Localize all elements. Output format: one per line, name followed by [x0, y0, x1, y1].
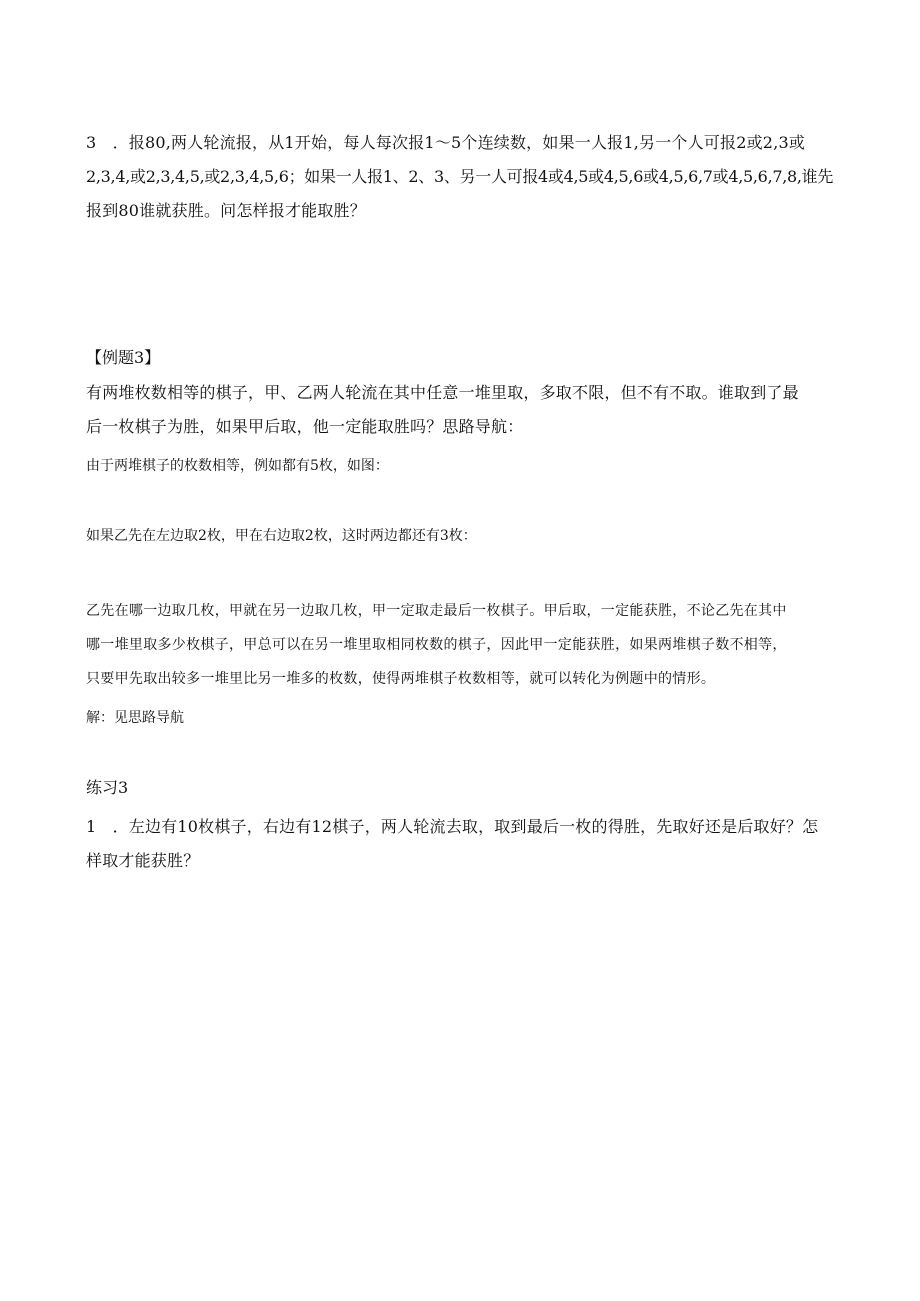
exercise-3-heading — [86, 774, 838, 802]
example-3-note-2-text: 如果乙先在左边取2枚，甲在右边取2枚，这时两边都还有3枚： — [86, 528, 477, 544]
problem-3-line-2: 2,3,4,或2,3,4,5,或2,3,4,5,6；如果一人报1、2、3、另一人可报4或4,5或4,5,6或4,5,6,7或4,5,6,7,8,谁先 — [86, 167, 834, 186]
problem-3 — [86, 126, 838, 228]
example-3-explanation-line-1: 乙先在哪一边取几枚，甲就在另一边取几枚，甲一定取走最后一枚棋子。甲后取，一定能获胜，不论乙先在其中 — [86, 603, 787, 619]
problem-3-line-3: 报到80谁就获胜。问怎样报才能取胜？ — [86, 201, 366, 220]
example-3-question — [86, 376, 838, 444]
example-3-note-2 — [86, 522, 838, 550]
example-3-question-line-1: 有两堆枚数相等的棋子，甲、乙两人轮流在其中任意一堆里取，多取不限，但不有不取。谁取到了最 — [86, 383, 799, 402]
example-3-note-1-text: 由于两堆棋子的枚数相等，例如都有5枚，如图： — [86, 458, 389, 474]
example-3-heading-text: 【例题3】 — [86, 348, 161, 367]
example-3-solution — [86, 704, 838, 732]
exercise-3-line-1: 1 ．左边有10枚棋子，右边有12棋子，两人轮流去取，取到最后一枚的得胜，先取好还是后取好？怎 — [86, 817, 819, 836]
example-3-explanation-line-2: 哪一堆里取多少枚棋子，甲总可以在另一堆里取相同枚数的棋子，因此甲一定能获胜，如果两堆棋子数不相等， — [86, 637, 787, 653]
example-3-solution-text: 解：见思路导航 — [86, 710, 184, 726]
exercise-3-question — [86, 810, 838, 878]
example-3-explanation-line-3: 只要甲先取出较多一堆里比另一堆多的枚数，使得两堆棋子枚数相等，就可以转化为例题中的情形。 — [86, 671, 716, 687]
problem-3-line-1: 3 ．报80,两人轮流报，从1开始，每人每次报1～5个连续数，如果一人报1,另一个人可报2或2,3或 — [86, 133, 806, 152]
exercise-3-heading-text: 练习3 — [86, 778, 129, 797]
example-3-heading — [86, 344, 838, 372]
example-3-question-line-2: 后一枚棋子为胜，如果甲后取，他一定能取胜吗？思路导航： — [86, 417, 524, 436]
example-3-explanation — [86, 594, 838, 696]
exercise-3-line-2: 样取才能获胜？ — [86, 851, 200, 870]
example-3-note-1 — [86, 452, 838, 480]
